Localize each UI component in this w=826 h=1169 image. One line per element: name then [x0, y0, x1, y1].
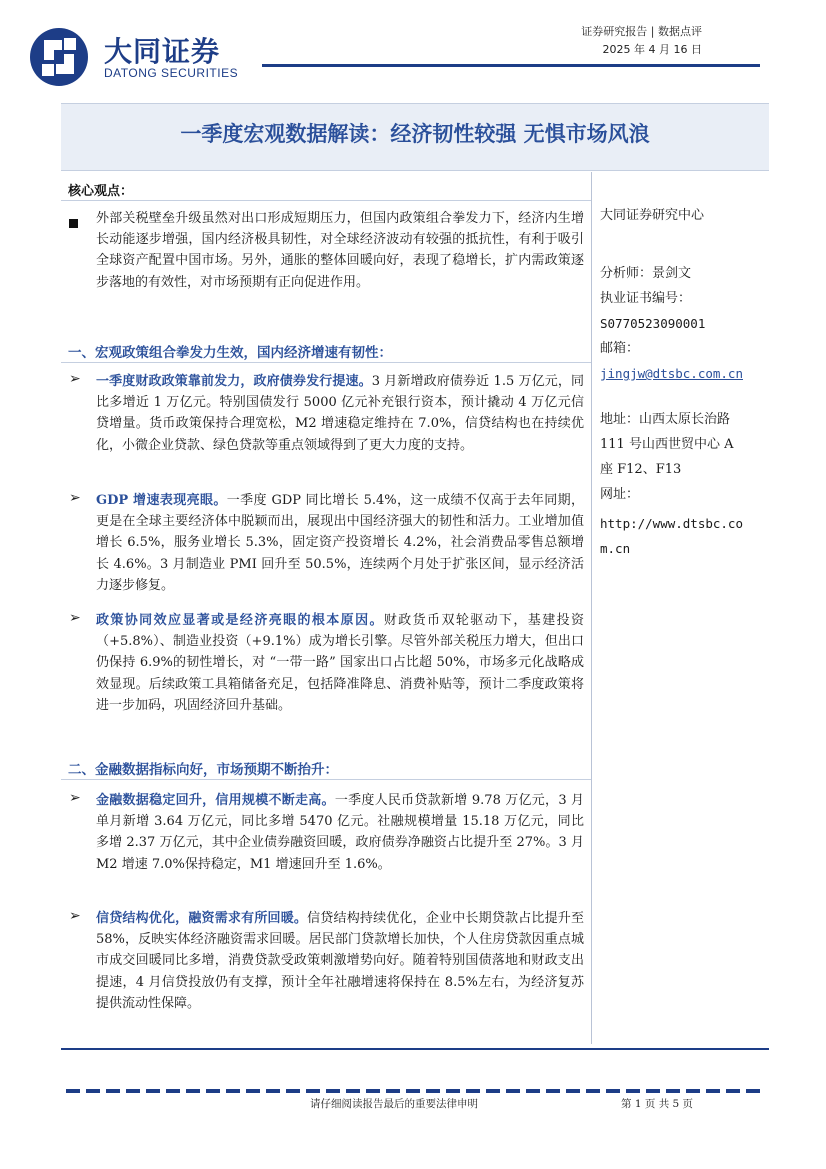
arrow-bullet-icon: ➢ — [69, 371, 81, 387]
point-paragraph — [96, 371, 584, 456]
arrow-bullet-icon: ➢ — [69, 490, 81, 506]
core-rule — [61, 200, 591, 201]
point-body: 信贷结构持续优化，企业中长期贷款占比提升至 58%，反映实体经济融资需求回暖。居民部门贷款增长加快，个人住房贷款因重点城市成交回暖同比多增，消费贷款受政策刺激增势向好。随着特别国债落地和财政支出提速，4 月信贷投放仍有支撑，预计全年社融增速将保持在 8.5%左右，为经济复苏提供流动性保障。 — [96, 911, 584, 1011]
point-paragraph — [96, 790, 584, 875]
section-heading-2: 二、金融数据指标向好，市场预期不断抬升： — [68, 762, 338, 778]
square-bullet-icon — [69, 219, 78, 228]
header-rule — [262, 64, 760, 67]
analyst-name: 分析师：景剑文 — [600, 266, 692, 281]
point-lead: 信贷结构优化，融资需求有所回暖。 — [96, 911, 308, 926]
point-lead: GDP 增速表现亮眼。 — [96, 493, 227, 508]
brand-name-en: DATONG SECURITIES — [104, 66, 239, 80]
page-number: 第 1 页 共 5 页 — [621, 1098, 694, 1110]
section-rule — [61, 362, 591, 363]
core-views-label: 核心观点： — [68, 184, 134, 199]
summary-paragraph: 外部关税壁垒升级虽然对出口形成短期压力，但国内政策组合拳发力下，经济内生增长动能逐步增强，国内经济极具韧性，对全球经济波动有较强的抵抗性，有利于吸引全球资产配置中国市场。另外，通胀的整体回暖向好，表现了稳增长，扩内需政策逐步落地的有效性，对市场预期有正向促进作用。 — [96, 211, 584, 290]
address-label: 地址：山西太原长治路 — [600, 412, 731, 427]
footer-disclaimer: 请仔细阅读报告最后的重要法律申明 — [310, 1098, 478, 1110]
datong-logo-icon — [28, 26, 90, 88]
point-body: 3 月新增政府债券近 1.5 万亿元，同比多增近 1 万亿元。特别国债发行 5000 亿元补充银行资本，预计撬动 4 万亿元信贷增量。货币政策保持合理宽松，M2 增速稳定维持在 7.0%，信贷结构也在持续优化，小微企业贷款、绿色贷款等重点领域得到了更大力度的支持。 — [96, 374, 584, 453]
point-body: 一季度 GDP 同比增长 5.4%，这一成绩不仅高于去年同期，更是在全球主要经济体中脱颖而出，展现出中国经济强大的韧性和活力。工业增加值增长 6.5%，服务业增长 5.3%，固定资产投资增长 4.2%，社会消费品零售总额增长 4.6%。3 月制造业 PMI 回升至 50.5%，连续两个月处于扩张区间，显示经济活力逐步修复。 — [96, 493, 584, 593]
arrow-bullet-icon: ➢ — [69, 610, 81, 626]
arrow-bullet-icon: ➢ — [69, 790, 81, 806]
brand-name: 大同证券 — [104, 35, 221, 68]
point-lead: 政策协同效应显著或是经济亮眼的根本原因。 — [96, 613, 384, 628]
point-paragraph — [96, 490, 584, 596]
report-type: 证券研究报告 | 数据点评 — [581, 25, 702, 38]
point-lead: 一季度财政政策靠前发力，政府债券发行提速。 — [96, 374, 372, 389]
website-link[interactable]: http://www.dtsbc.co — [600, 516, 743, 531]
website-label: 网址： — [600, 487, 640, 502]
point-body: 财政货币双轮驱动下，基建投资（+5.8%）、制造业投资（+9.1%）成为增长引擎。尽管外部关税压力增大，但出口仍保持 6.9%的韧性增长，对 “一带一路” 国家出口占比超 50%，市场多元化战略成效显现。后续政策工具箱储备充足，包括降准降息、消费补贴等，预计二季度政策将进一步加码，巩固经济回升基础。 — [96, 613, 584, 713]
email-label: 邮箱： — [600, 341, 640, 356]
column-divider — [591, 172, 592, 1044]
sidebar-contact — [600, 203, 762, 561]
section-heading-1: 一、宏观政策组合拳发力生效，国内经济增速有韧性： — [68, 345, 392, 361]
point-lead: 金融数据稳定回升，信用规模不断走高。 — [96, 793, 335, 808]
section-rule — [61, 779, 591, 780]
research-center: 大同证券研究中心 — [600, 208, 705, 223]
email-link[interactable]: jingjw@dtsbc.com.cn — [600, 366, 743, 381]
point-paragraph — [96, 610, 584, 716]
arrow-bullet-icon: ➢ — [69, 908, 81, 924]
footer-rule — [61, 1048, 769, 1050]
point-paragraph — [96, 908, 584, 1014]
cert-label: 执业证书编号： — [600, 291, 692, 306]
address-line: 座 F12、F13 — [600, 462, 682, 477]
website-link-cont[interactable]: m.cn — [600, 541, 631, 556]
point-body: 一季度人民币贷款新增 9.78 万亿元，3 月单月新增 3.64 万亿元，同比多增 5470 亿元。社融规模增量 15.18 万亿元，同比多增 2.37 万亿元，其中企业债券融资回暖，政府债券净融资占比提升至 27%。3 月 M2 增速 7.0%保持稳定，M1 增速回升至 1.6%。 — [96, 793, 584, 872]
address-line: 111 号山西世贸中心 A — [600, 437, 734, 452]
report-date: 2025 年 4 月 16 日 — [602, 43, 702, 56]
footer-dashed-rule — [66, 1089, 766, 1093]
cert-number: S0770523090001 — [600, 316, 706, 331]
page-title: 一季度宏观数据解读：经济韧性较强 无惧市场风浪 — [180, 121, 650, 146]
